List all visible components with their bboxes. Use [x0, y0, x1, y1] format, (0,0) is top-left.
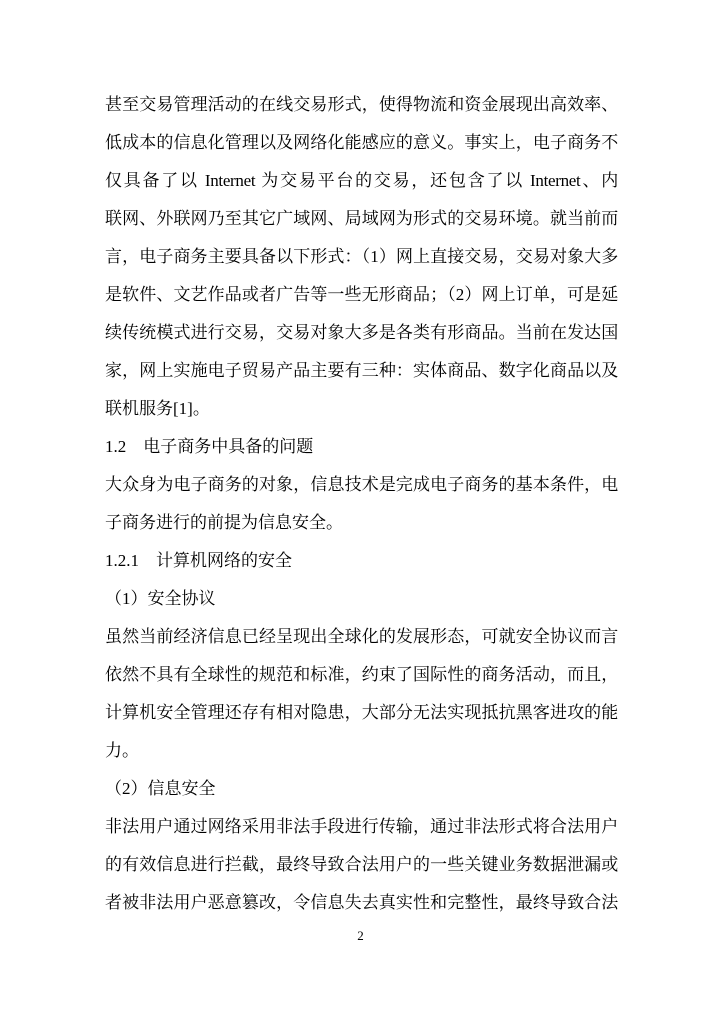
text-line: 仅具备了以 Internet 为交易平台的交易，还包含了以 Internet、内 [105, 171, 618, 190]
text-line: 低成本的信息化管理以及网络化能感应的意义。事实上，电子商务不 [105, 133, 618, 152]
page-number: 2 [357, 928, 364, 943]
text-line: 的有效信息进行拦截，最终导致合法用户的一些关键业务数据泄漏或 [105, 855, 618, 874]
text-line: 力。 [105, 741, 139, 760]
text-line: 计算机安全管理还存有相对隐患，大部分无法实现抵抗黑客进攻的能 [105, 703, 618, 722]
subheading-line: （1）安全协议 [105, 589, 216, 608]
page-footer [0, 926, 721, 946]
text-line: 是软件、文艺作品或者广告等一些无形商品；（2）网上订单，可是延 [105, 285, 618, 304]
text-line: 家，网上实施电子贸易产品主要有三种：实体商品、数字化商品以及 [105, 361, 618, 380]
text-line: 者被非法用户恶意篡改，令信息失去真实性和完整性，最终导致合法 [105, 893, 618, 912]
heading-line: 1.2 电子商务中具备的问题 [105, 437, 314, 456]
text-line: 虽然当前经济信息已经呈现出全球化的发展形态，可就安全协议而言 [105, 627, 618, 646]
text-line: 联机服务[1]。 [105, 399, 210, 418]
subheading-line: （2）信息安全 [105, 779, 216, 798]
text-line: 大众身为电子商务的对象，信息技术是完成电子商务的基本条件，电 [105, 475, 618, 494]
text-line: 续传统模式进行交易，交易对象大多是各类有形商品。当前在发达国 [105, 323, 618, 342]
heading-line: 1.2.1 计算机网络的安全 [105, 551, 292, 570]
text-line: 非法用户通过网络采用非法手段进行传输，通过非法形式将合法用户 [105, 817, 618, 836]
text-line: 甚至交易管理活动的在线交易形式，使得物流和资金展现出高效率、 [105, 95, 618, 114]
text-line: 依然不具有全球性的规范和标准，约束了国际性的商务活动，而且， [105, 665, 618, 684]
text-line: 子商务进行的前提为信息安全。 [105, 513, 343, 532]
document-body [105, 86, 618, 922]
text-line: 言，电子商务主要具备以下形式：（1）网上直接交易，交易对象大多 [105, 247, 618, 266]
text-line: 联网、外联网乃至其它广域网、局域网为形式的交易环境。就当前而 [105, 209, 618, 228]
